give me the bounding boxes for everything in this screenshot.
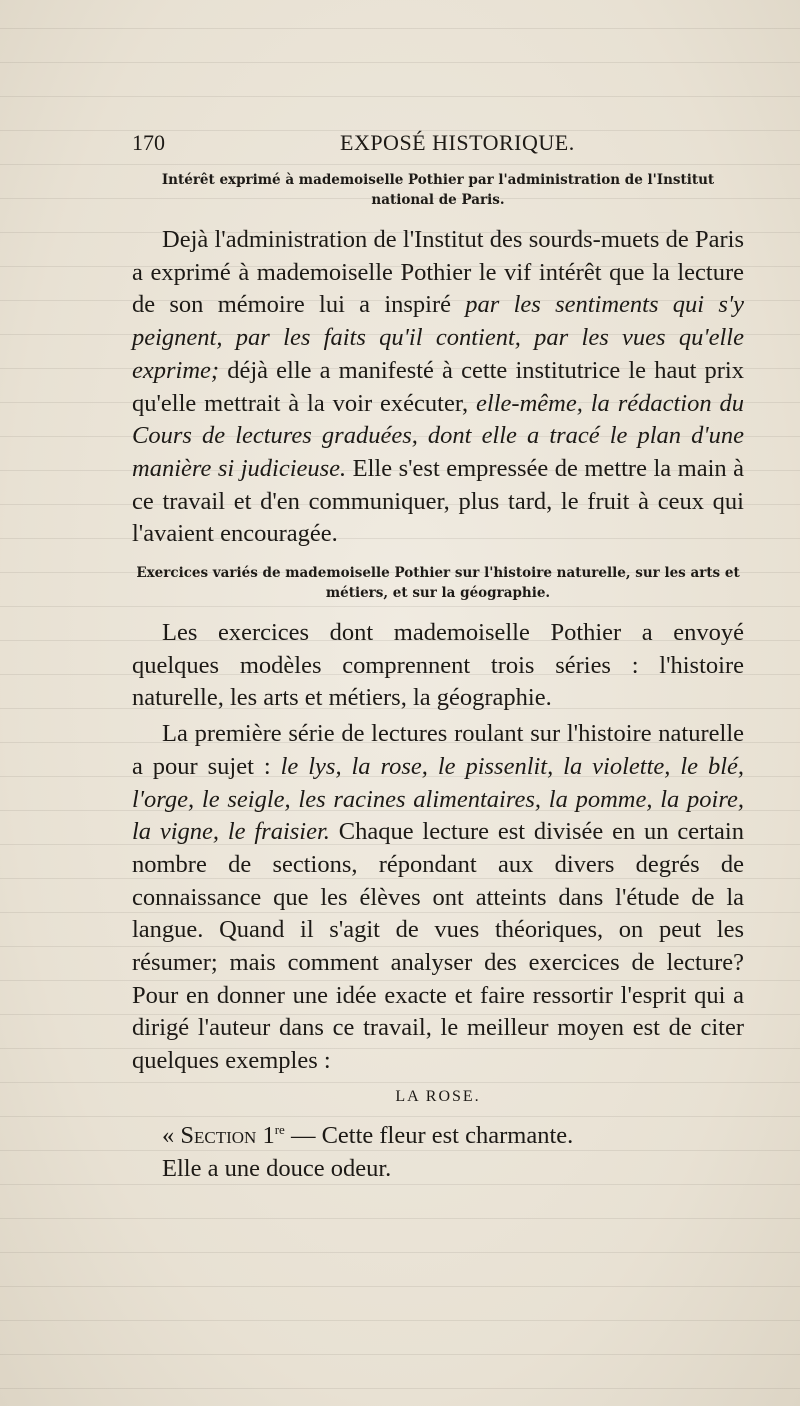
- subheading-exercises: Exercices variés de mademoiselle Pothier sur l'histoire naturelle, sur les arts et métiers, et sur la géographie.: [136, 565, 740, 602]
- running-title: EXPOSÉ HISTORIQUE.: [340, 130, 575, 155]
- page-header: [132, 130, 742, 162]
- example-line-1: [132, 1114, 744, 1153]
- page-number: 170: [132, 130, 165, 155]
- example-title: LA ROSE.: [395, 1087, 481, 1105]
- paragraph-text: Elle s'est empressée de mettre la main à ce travail et d'en communiquer, plus tard, le fruit à ceux qui l'avaient encouragée.: [132, 454, 744, 548]
- paragraph-series: Les exercices dont mademoiselle Pothier a envoyé quelques modèles comprennent trois séries : l'histoire naturelle, les arts et métiers, la géographie.: [132, 619, 744, 712]
- paragraph-text: déjà elle a manifesté à cette institutrice le haut prix qu'elle mettrait à la voir exécuter,: [132, 356, 744, 417]
- paragraph-first-series: [132, 718, 744, 1078]
- paragraph-text: Chaque lecture est divisée en un certain nombre de sections, répondant aux divers degrés de connaissance que les élèves ont atteints dans l'étude de la langue. Quand il s'agit de vues théoriques, on peut les résumer; mais comment analyser des exercices de lecture? Pour en donner une idée exacte et faire ressortir l'esprit qui a dirigé l'auteur dans ce travail, le meilleur moyen est de citer quelques exemples :: [132, 818, 744, 1075]
- quote-mark: «: [162, 1122, 181, 1150]
- section-label: Section 1: [180, 1122, 275, 1150]
- example-text: — Cette fleur est charmante.: [284, 1122, 574, 1150]
- paragraph-text: La première série de lectures roulant sur l'histoire naturelle a pour sujet :: [132, 720, 744, 780]
- paragraph-administration: [132, 224, 744, 551]
- italic-subject-list: le lys, la rose, le pissenlit, la violette, le blé, l'orge, le seigle, les racines alimentaires, la pomme, la poire, la vigne, le fraisier.: [132, 752, 744, 846]
- italic-phrase: elle-même, la rédaction du Cours de lectures graduées, dont elle a tracé le plan d'une manière si judicieuse.: [132, 389, 744, 482]
- example-line-2: Elle a une douce odeur.: [162, 1154, 392, 1182]
- section-superscript: re: [274, 1121, 285, 1137]
- italic-phrase: par les sentiments qui s'y peignent, par les faits qu'il contient, par les vues qu'elle exprime;: [132, 291, 744, 384]
- subheading-interest: Intérêt exprimé à mademoiselle Pothier par l'administration de l'Institut national de Paris.: [161, 172, 715, 208]
- text-column: [132, 170, 744, 1185]
- paragraph-text: Dejà l'administration de l'Institut des sourds-muets de Paris a exprimé à mademoiselle Pothier le vif intérêt que la lecture de son mémoire lui a inspiré: [132, 226, 744, 319]
